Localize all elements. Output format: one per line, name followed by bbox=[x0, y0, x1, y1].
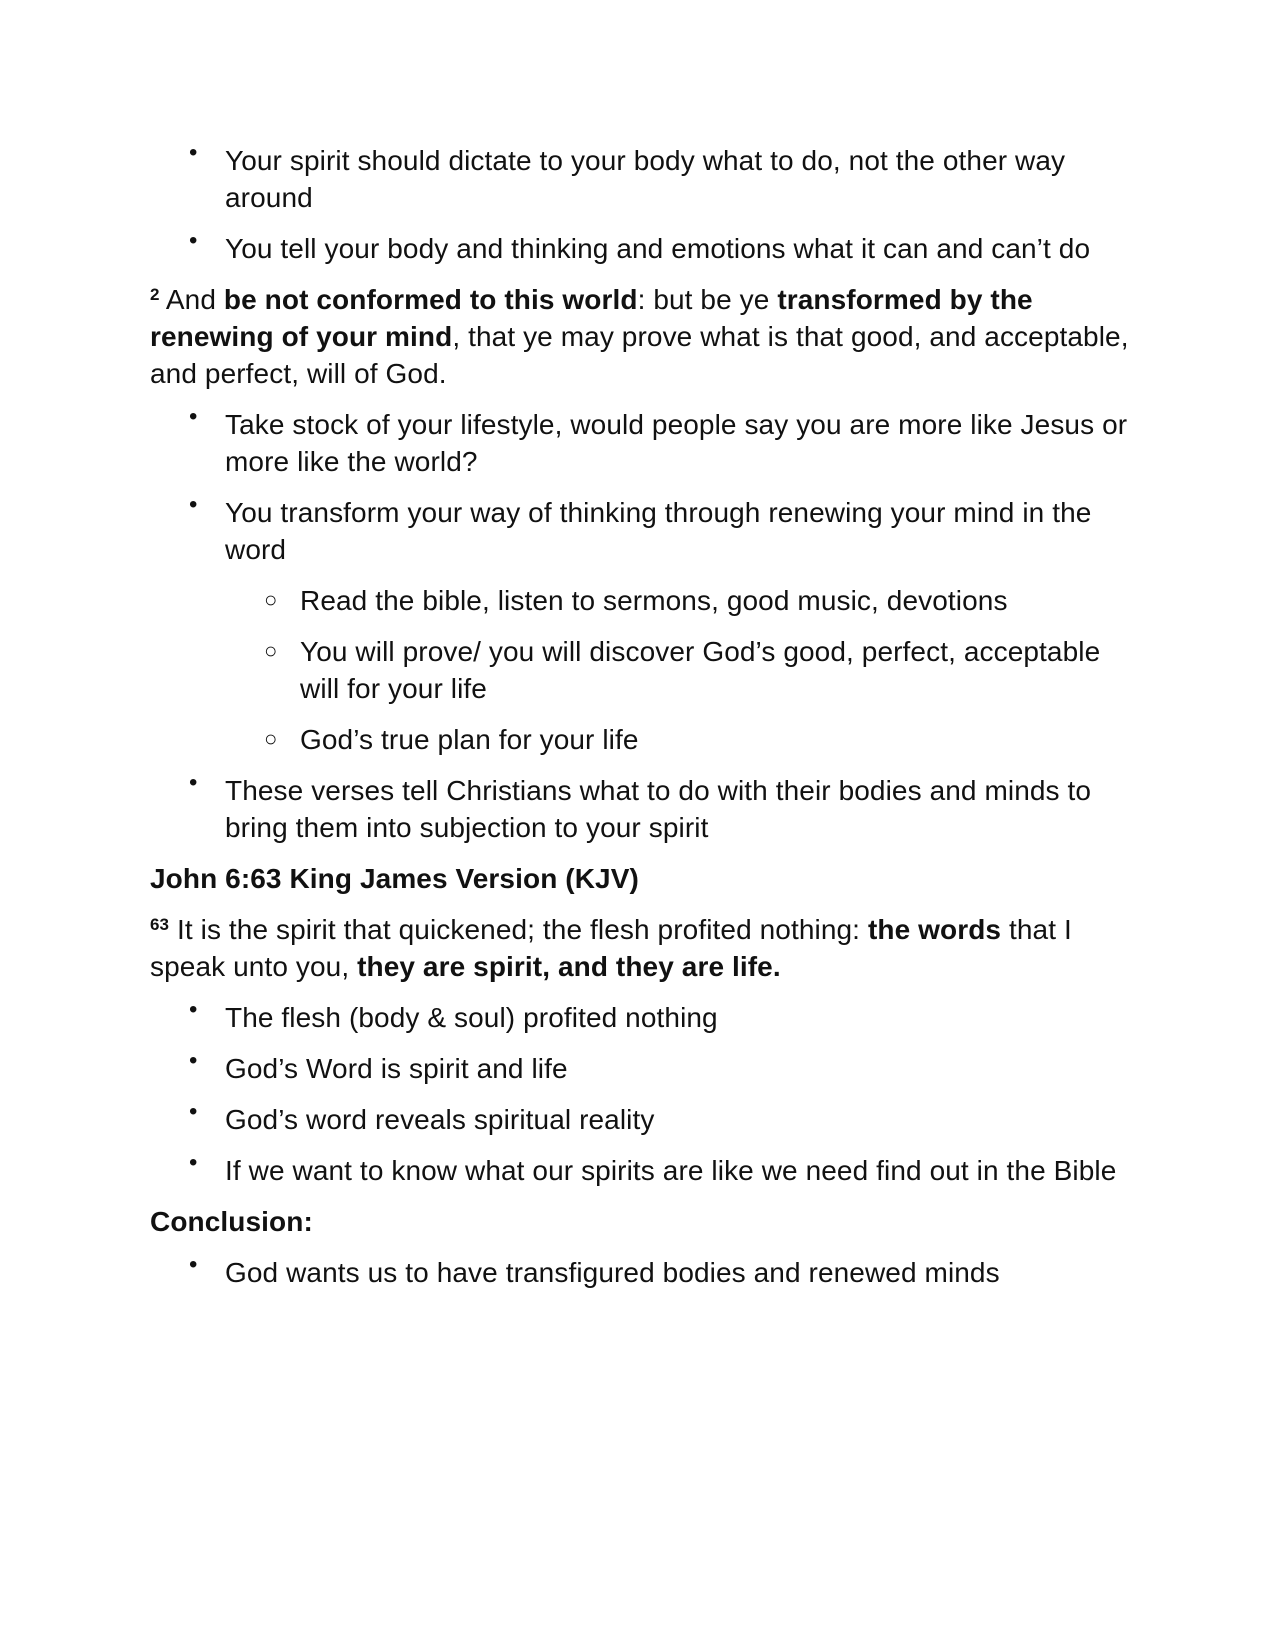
sub-list-item-text: God’s true plan for your life bbox=[300, 724, 639, 755]
list-item-text: God wants us to have transfigured bodies and renewed minds bbox=[225, 1257, 1000, 1288]
verse-text: , that ye may prove what is that good, and acceptable, and perfect, will of God. bbox=[150, 321, 1129, 389]
verse-number: 63 bbox=[150, 915, 170, 934]
verse-emphasis: transformed by the renewing of your mind bbox=[150, 284, 1033, 352]
bullet-list-conclusion bbox=[150, 1251, 1130, 1291]
verse-emphasis: they are spirit, and they are life. bbox=[357, 951, 781, 982]
bullet-icon: • bbox=[189, 1149, 198, 1176]
document-page bbox=[150, 139, 1130, 1305]
list-item-text: The flesh (body & soul) profited nothing bbox=[225, 1002, 718, 1033]
sub-list-item bbox=[264, 582, 1130, 619]
list-item-text: Your spirit should dictate to your body what to do, not the other way around bbox=[225, 145, 1066, 213]
list-item-text: God’s word reveals spiritual reality bbox=[225, 1104, 655, 1135]
list-item bbox=[189, 1047, 1130, 1087]
conclusion-heading: Conclusion: bbox=[150, 1206, 313, 1237]
verse-emphasis: the words bbox=[867, 914, 1002, 945]
sub-list-item-text: You will prove/ you will discover God’s good, perfect, acceptable will for your life bbox=[300, 636, 1101, 704]
list-item-text: These verses tell Christians what to do with their bodies and minds to bring them into subjection to your spirit bbox=[225, 775, 1092, 843]
list-item bbox=[189, 491, 1130, 758]
list-item bbox=[189, 996, 1130, 1036]
verse-romans-12-2 bbox=[150, 281, 1130, 392]
bullet-icon: • bbox=[189, 1047, 198, 1074]
list-item bbox=[189, 227, 1130, 267]
list-item bbox=[189, 1251, 1130, 1291]
verse-text: It is the spirit that quickened; the flesh profited nothing: bbox=[169, 914, 868, 945]
sub-list-item-text: Read the bible, listen to sermons, good music, devotions bbox=[300, 585, 1008, 616]
bullet-list-john bbox=[150, 996, 1130, 1189]
bullet-icon: • bbox=[189, 491, 198, 518]
verse-text: : but be ye bbox=[637, 284, 778, 315]
sub-list-item bbox=[264, 721, 1130, 758]
list-item bbox=[189, 769, 1130, 846]
list-item-text: Take stock of your lifestyle, would people say you are more like Jesus or more like the world? bbox=[225, 409, 1128, 477]
john-heading: John 6:63 King James Version (KJV) bbox=[150, 863, 639, 894]
verse-emphasis: be not conformed to this world bbox=[223, 284, 638, 315]
bullet-icon: • bbox=[189, 227, 198, 254]
hollow-bullet-icon: ○ bbox=[264, 587, 278, 612]
verse-text: that I speak unto you, bbox=[150, 914, 1072, 982]
list-item bbox=[189, 1098, 1130, 1138]
bullet-list-romans bbox=[150, 403, 1130, 846]
list-item bbox=[189, 403, 1130, 480]
list-item bbox=[189, 139, 1130, 216]
hollow-bullet-icon: ○ bbox=[264, 726, 278, 751]
bullet-icon: • bbox=[189, 996, 198, 1023]
verse-number: 2 bbox=[150, 285, 160, 304]
bullet-icon: • bbox=[189, 1098, 198, 1125]
sub-bullet-list bbox=[225, 582, 1130, 758]
bullet-icon: • bbox=[189, 139, 198, 166]
bullet-icon: • bbox=[189, 403, 198, 430]
bullet-icon: • bbox=[189, 1251, 198, 1278]
bullet-list-top bbox=[150, 139, 1130, 267]
list-item-text: If we want to know what our spirits are like we need find out in the Bible bbox=[225, 1155, 1117, 1186]
bullet-icon: • bbox=[189, 769, 198, 796]
list-item-text: You transform your way of thinking through renewing your mind in the word bbox=[225, 497, 1092, 565]
sub-list-item bbox=[264, 633, 1130, 707]
hollow-bullet-icon: ○ bbox=[264, 638, 278, 663]
verse-john-6-63 bbox=[150, 911, 1130, 985]
list-item-text: You tell your body and thinking and emotions what it can and can’t do bbox=[225, 233, 1091, 264]
list-item bbox=[189, 1149, 1130, 1189]
verse-text: And bbox=[159, 284, 224, 315]
list-item-text: God’s Word is spirit and life bbox=[225, 1053, 568, 1084]
